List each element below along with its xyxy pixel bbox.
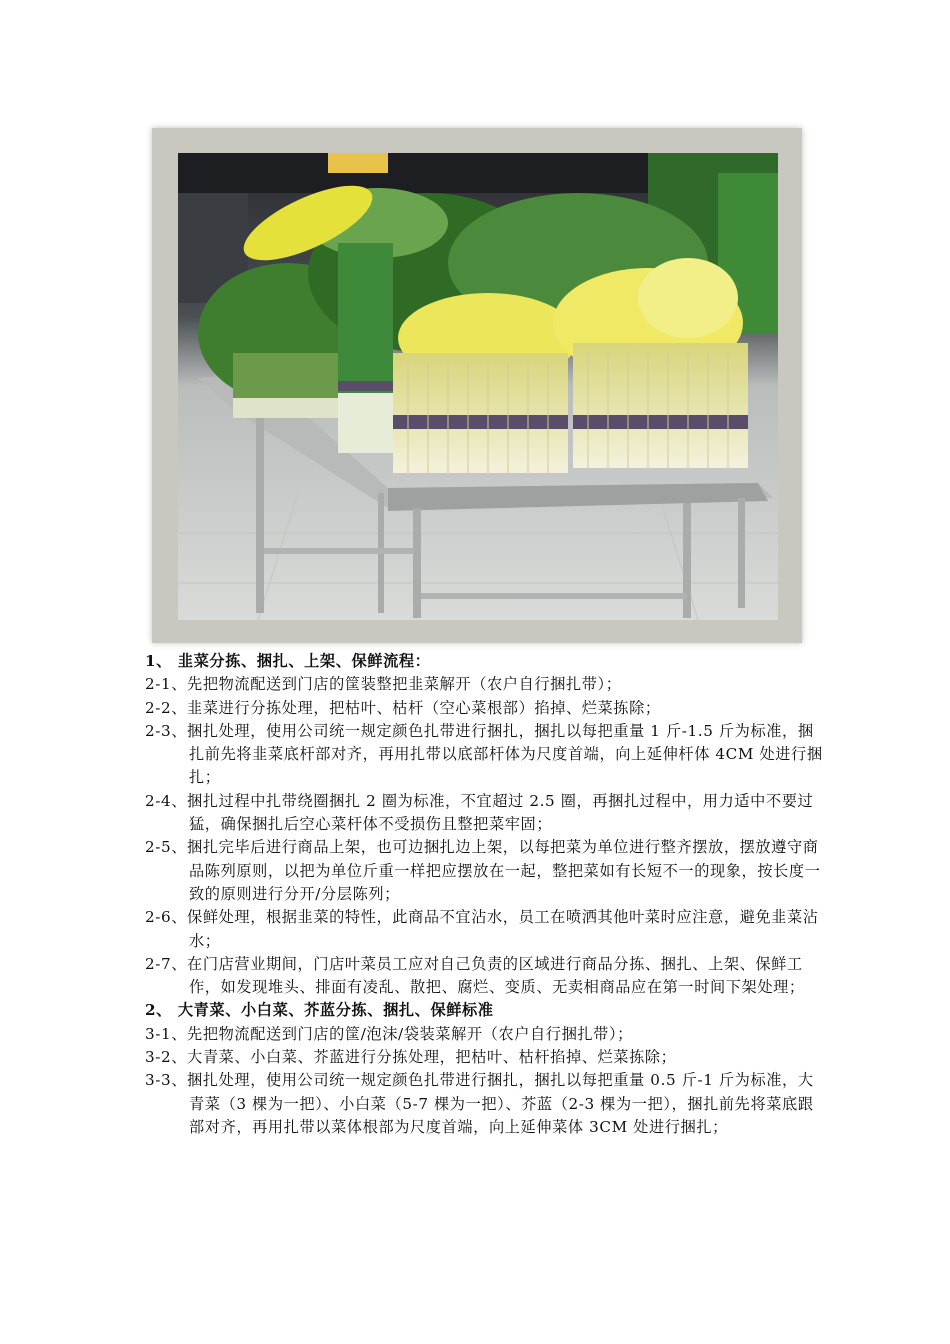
list-item: 3-2、大青菜、小白菜、芥蓝进行分拣处理，把枯叶、枯杆掐掉、烂菜拣除； <box>145 1048 677 1067</box>
vegetable-display-photo <box>178 153 778 620</box>
photo-frame <box>152 128 802 643</box>
list-item: 3-3、捆扎处理，使用公司统一规定颜色扎带进行捆扎，捆扎以每把重量 0.5 斤-1 斤为标准，大青菜（3 棵为一把）、小白菜（5-7 棵为一把）、芥蓝（2-3 棵为一把），捆扎前先将菜底跟部对齐，再用扎带以菜体根部为尺度首端，向上延伸菜体 3CM 处进行捆扎； <box>145 1071 814 1136</box>
list-item: 3-1、先把物流配送到门店的筐/泡沫/袋装菜解开（农户自行捆扎带）； <box>145 1024 633 1043</box>
section2-heading: 2、 大青菜、小白菜、芥蓝分拣、捆扎、保鲜标准 <box>145 1001 494 1020</box>
list-item: 2-1、先把物流配送到门店的筐装整把韭菜解开（农户自行捆扎带）； <box>145 675 622 694</box>
list-item: 2-5、捆扎完毕后进行商品上架，也可边捆扎边上架，以每把菜为单位进行整齐摆放，摆放遵守商品陈列原则，以把为单位斤重一样把应摆放在一起，整把菜如有长短不一的现象，按长度一致的原则进行分开/分层陈列； <box>145 838 821 903</box>
list-item: 2-6、保鲜处理，根据韭菜的特性，此商品不宜沾水，员工在喷洒其他叶菜时应注意，避免韭菜沾水； <box>145 908 819 950</box>
list-item: 2-2、韭菜进行分拣处理，把枯叶、枯杆（空心菜根部）掐掉、烂菜拣除； <box>145 698 661 717</box>
list-item: 2-3、捆扎处理，使用公司统一规定颜色扎带进行捆扎，捆扎以每把重量 1 斤-1.5 斤为标准，捆扎前先将韭菜底杆部对齐，再用扎带以底部杆体为尺度首端，向上延伸杆体 4CM 处进行捆扎； <box>145 721 823 787</box>
section1-heading: 1、 韭菜分拣、捆扎、上架、保鲜流程： <box>145 652 431 670</box>
document-body <box>145 650 825 1139</box>
vegetable-stand-illustration <box>178 153 778 620</box>
list-item: 2-7、在门店营业期间，门店叶菜员工应对自己负责的区域进行商品分拣、捆扎、上架、保鲜工作，如发现堆头、排面有凌乱、散把、腐烂、变质、无卖相商品应在第一时间下架处理； <box>145 954 805 997</box>
list-item: 2-4、捆扎过程中扎带绕圈捆扎 2 圈为标准，不宜超过 2.5 圈，再捆扎过程中，用力适中不要过猛，确保捆扎后空心菜杆体不受损伤且整把菜牢固； <box>145 791 814 834</box>
